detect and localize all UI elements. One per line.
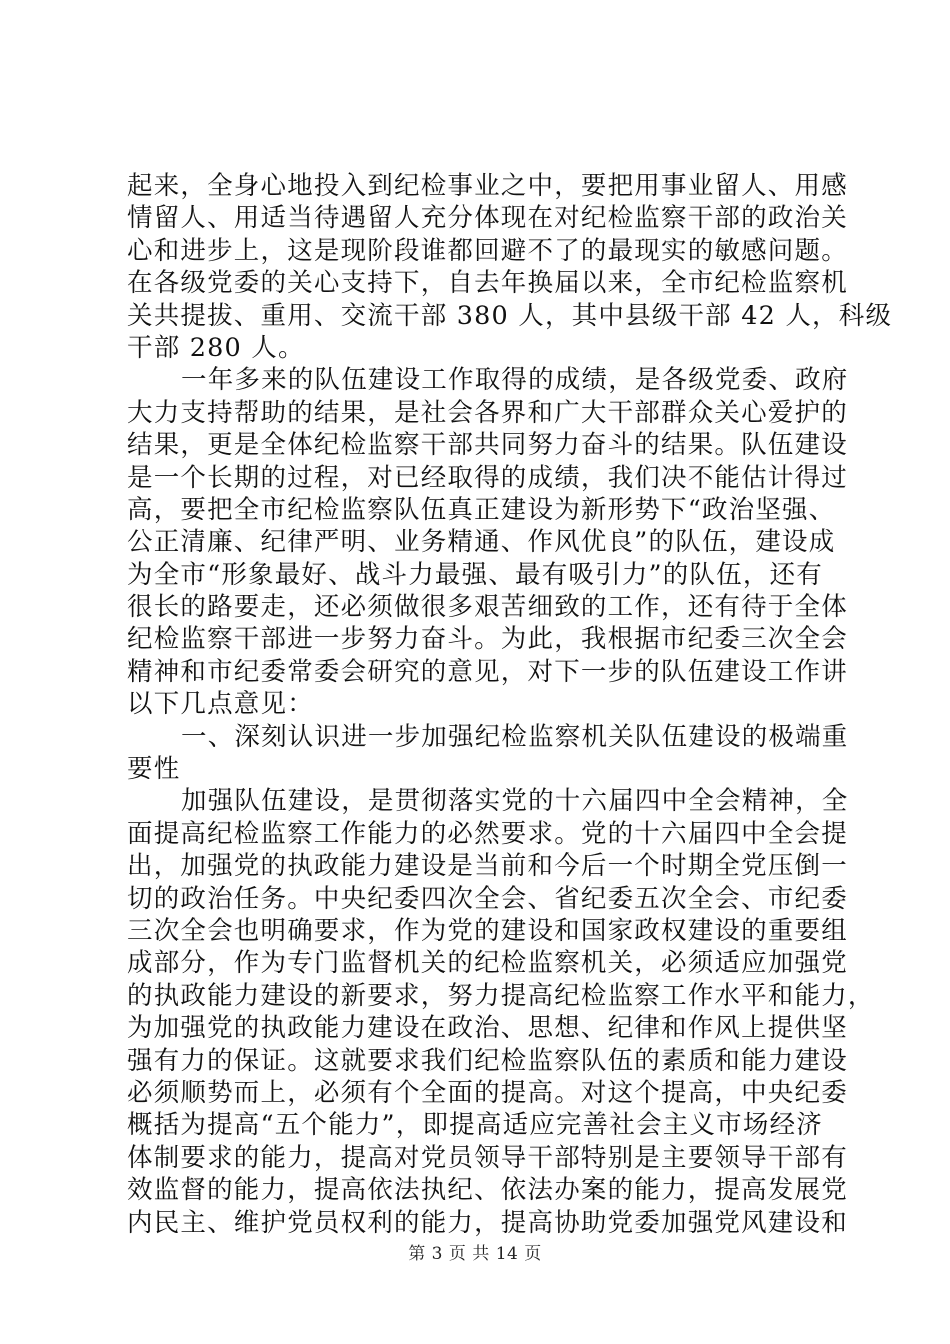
text-line: 一、深刻认识进一步加强纪检监察机关队伍建设的极端重 bbox=[181, 721, 849, 752]
text-line: 为全市“形象最好、战斗力最强、最有吸引力”的队伍，还有 bbox=[127, 559, 823, 590]
text-line: 高，要把全市纪检监察队伍真正建设为新形势下“政治坚强、 bbox=[127, 494, 836, 525]
text-line: 以下几点意见： bbox=[127, 689, 314, 720]
text-line: 出，加强党的执政能力建设是当前和今后一个时期全党压倒一 bbox=[127, 851, 848, 882]
text-line: 切的政治任务。中央纪委四次全会、省纪委五次全会、市纪委 bbox=[127, 883, 848, 914]
text-line: 内民主、维护党员权利的能力，提高协助党委加强党风建设和 bbox=[127, 1207, 848, 1238]
text-line: 干部 280 人。 bbox=[127, 332, 305, 363]
text-line: 效监督的能力，提高依法执纪、依法办案的能力，提高发展党 bbox=[127, 1175, 848, 1206]
text-line: 概括为提高“五个能力”，即提高适应完善社会主义市场经济 bbox=[127, 1110, 823, 1141]
text-line: 强有力的保证。这就要求我们纪检监察队伍的素质和能力建设 bbox=[127, 1045, 848, 1076]
text-line: 起来，全身心地投入到纪检事业之中，要把用事业留人、用感 bbox=[127, 171, 848, 201]
text-line: 结果，更是全体纪检监察干部共同努力奋斗的结果。队伍建设 bbox=[127, 430, 848, 461]
text-line: 是一个长期的过程，对已经取得的成绩，我们决不能估计得过 bbox=[127, 462, 848, 493]
text-line: 情留人、用适当待遇留人充分体现在对纪检监察干部的政治关 bbox=[127, 203, 848, 234]
text-line: 体制要求的能力，提高对党员领导干部特别是主要领导干部有 bbox=[127, 1142, 848, 1173]
text-line: 面提高纪检监察工作能力的必然要求。党的十六届四中全会提 bbox=[127, 818, 848, 849]
page-footer: 第 3 页 共 14 页 bbox=[408, 1244, 542, 1264]
text-line: 心和进步上，这是现阶段谁都回避不了的最现实的敏感问题。 bbox=[127, 235, 848, 266]
text-line: 在各级党委的关心支持下，自去年换届以来，全市纪检监察机 bbox=[127, 268, 848, 299]
text-line: 要性 bbox=[127, 754, 181, 785]
text-line: 必须顺势而上，必须有个全面的提高。对这个提高，中央纪委 bbox=[127, 1077, 848, 1108]
text-line: 关共提拔、重用、交流干部 380 人，其中县级干部 42 人，科级 bbox=[127, 300, 893, 331]
text-line: 加强队伍建设，是贯彻落实党的十六届四中全会精神，全 bbox=[181, 786, 849, 817]
text-line: 纪检监察干部进一步努力奋斗。为此，我根据市纪委三次全会 bbox=[127, 624, 848, 655]
text-line: 很长的路要走，还必须做很多艰苦细致的工作，还有待于全体 bbox=[127, 592, 848, 623]
text-line: 大力支持帮助的结果，是社会各界和广大干部群众关心爱护的 bbox=[127, 397, 848, 428]
text-line: 一年多来的队伍建设工作取得的成绩，是各级党委、政府 bbox=[181, 365, 849, 396]
text-line: 为加强党的执政能力建设在政治、思想、纪律和作风上提供坚 bbox=[127, 1013, 848, 1044]
text-line: 的执政能力建设的新要求，努力提高纪检监察工作水平和能力， bbox=[127, 980, 875, 1011]
text-line: 精神和市纪委常委会研究的意见，对下一步的队伍建设工作讲 bbox=[127, 656, 848, 687]
text-line: 公正清廉、纪律严明、业务精通、作风优良”的队伍，建设成 bbox=[127, 527, 836, 558]
body-text bbox=[127, 170, 893, 1239]
text-line: 三次全会也明确要求，作为党的建设和国家政权建设的重要组 bbox=[127, 915, 848, 946]
text-line: 成部分，作为专门监督机关的纪检监察机关，必须适应加强党 bbox=[127, 948, 848, 979]
